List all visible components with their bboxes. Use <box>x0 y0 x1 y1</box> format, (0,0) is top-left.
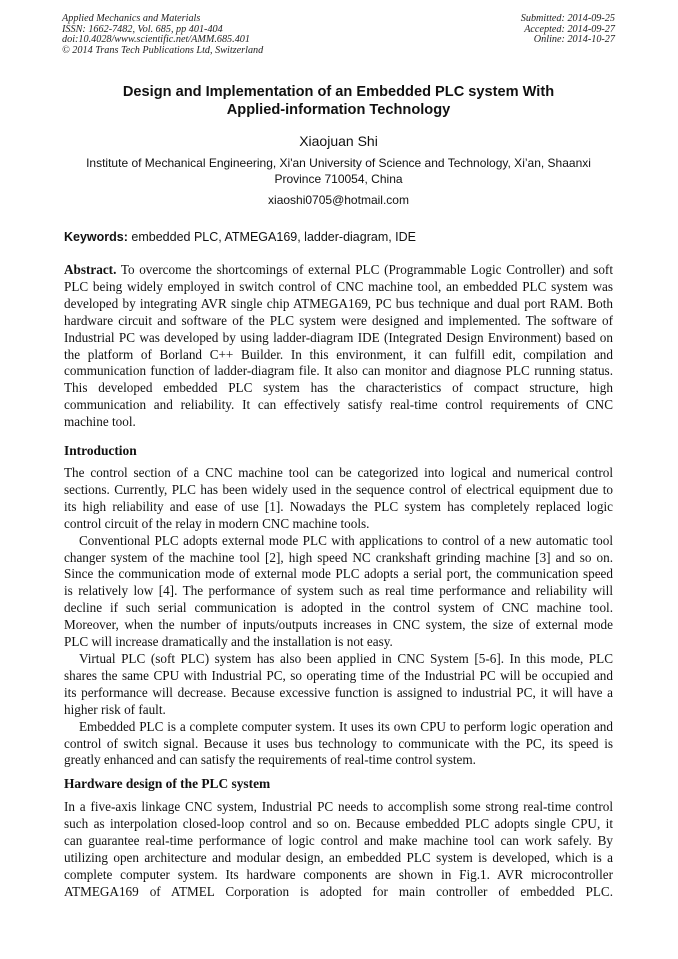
publication-dates <box>521 14 615 46</box>
body-line: ATMEGA169 of ATMEL Corporation is adopted for main controller of embedded PLC. <box>64 883 613 899</box>
body-line: Conventional PLC adopts external mode PLC with applications to control of a new automatic tool <box>79 532 613 548</box>
body-line: PLC will increase dramatically and the installation is not easy. <box>64 634 393 650</box>
paper-title <box>62 83 615 119</box>
abstract-line: the platform of Borland C++ Builder. In this environment, it can fulfill edit, compilation and <box>64 346 613 362</box>
author-email: xiaoshi0705@hotmail.com <box>268 193 409 207</box>
body-line: control of switch signal. Because it uses bus technology to communicate with the PC, its speed is <box>64 735 613 751</box>
abstract-line: This developed embedded PLC system has the characteristics of compact structure, high <box>64 380 613 396</box>
abstract-line: machine tool. <box>64 414 136 430</box>
abstract-line: Abstract. To overcome the shortcomings of external PLC (Programmable Logic Controller) and soft <box>64 262 613 277</box>
body-line: Since the communication mode of external mode PLC adopts a serial port, the communication speed <box>64 566 613 582</box>
title-line: Applied-information Technology <box>226 102 451 118</box>
body-line: such as interpolation closed-loop control and so on. Because embedded PLC adopts single CPU, it <box>64 815 613 831</box>
body-line: The control section of a CNC machine tool can be categorized into logical and numerical control <box>64 465 613 480</box>
body-line: Moreover, when the number of inputs/outputs increases in CNC system, the size of external mode <box>64 617 613 633</box>
body-line: Embedded PLC is a complete computer system. It uses its own CPU to perform logic operation and <box>79 718 613 734</box>
body-line: greatly enhanced and can satisfy the requirements of real-time control system. <box>64 752 476 768</box>
body-line: In a five-axis linkage CNC system, Industrial PC needs to accomplish some strong real-time control <box>64 799 613 814</box>
journal-issn: ISSN: 1662-7482, Vol. 685, pp 401-404 <box>62 23 223 35</box>
body-line: is relatively low [4]. The performance of system such as real time performance and reliability will <box>64 583 613 599</box>
body-line: its high reliability and ease of use [1]. Nowadays the PLC system has completely replaced logic <box>64 498 613 514</box>
abstract-line: Industrial PC was developed by using ladder-diagram IDE (Integrated Design Environment) based on <box>64 329 613 345</box>
body-line: its performance will decrease. Because excessive function is assigned to industrial PC, it will have a <box>64 684 613 700</box>
abstract-line: hardware circuit and software of the PLC system were designed and implemented. The software of <box>64 312 613 328</box>
abstract-line: communication function of ladder-diagram file. It also can monitor and diagnose PLC running status. <box>64 363 613 379</box>
section-heading-introduction: Introduction <box>64 443 137 458</box>
journal-info <box>62 14 263 56</box>
body-line: sections. Currently, PLC has been widely used in the sequence control of electrical equipment due to <box>64 481 613 497</box>
author-name: Xiaojuan Shi <box>299 133 378 149</box>
journal-copyright: © 2014 Trans Tech Publications Ltd, Switzerland <box>62 44 264 56</box>
introduction-body <box>64 465 613 769</box>
body-line: Virtual PLC (soft PLC) system has also been applied in CNC System [5-6]. In this mode, PLC <box>79 650 613 666</box>
section-heading-hardware: Hardware design of the PLC system <box>64 776 271 791</box>
abstract-label: Abstract. <box>64 262 117 277</box>
journal-name: Applied Mechanics and Materials <box>62 13 201 24</box>
abstract <box>64 262 613 431</box>
body-line: complete computer system. Its hardware components are shown in Fig.1. AVR microcontroller <box>64 866 613 882</box>
author-affiliation <box>62 156 615 187</box>
affiliation-line: Institute of Mechanical Engineering, Xi'an University of Science and Technology, Xi’an, Shaanxi <box>86 156 591 170</box>
abstract-line: PLC being widely employed in switch control of CNC machine tool, an embedded PLC system was <box>64 278 613 294</box>
hardware-body <box>64 799 613 900</box>
body-line: changer system of the machine tool [2], high speed NC crankshaft grinding machine [3] and so on. <box>64 549 613 565</box>
body-line: decline if such serial communication is adopted in the control system of CNC machine tool. <box>64 600 613 616</box>
date-accepted: Accepted: 2014-09-27 <box>524 23 615 35</box>
keywords-text: embedded PLC, ATMEGA169, ladder-diagram, IDE <box>131 230 417 244</box>
affiliation-line: Province 710054, China <box>274 171 403 186</box>
body-line: shares the same CPU with Industrial PC, so operating time of the Industrial PC will be occupied and <box>64 667 613 683</box>
keywords <box>64 230 416 245</box>
body-line: utilizing open architecture and modular design, an embedded PLC system is developed, which is a <box>64 849 613 865</box>
abstract-line: communication and reliability. It can effectively satisfy real-time control requirements of CNC <box>64 397 613 413</box>
date-submitted: Submitted: 2014-09-25 <box>520 13 615 24</box>
abstract-line: developed by integrating AVR single chip ATMEGA169, PC bus technique and dual port RAM. Both <box>64 295 613 311</box>
body-line: can guarantee real-time performance of logic control and make machine tool can work safely. By <box>64 832 613 848</box>
body-line: higher risk of fault. <box>64 701 166 717</box>
title-line: Design and Implementation of an Embedded PLC system With <box>122 84 555 100</box>
body-line: control circuit of the relay in modern CNC machine tools. <box>64 515 370 531</box>
journal-doi: doi:10.4028/www.scientific.net/AMM.685.401 <box>62 34 250 46</box>
date-online: Online: 2014-10-27 <box>533 34 615 46</box>
keywords-label: Keywords: <box>64 230 128 244</box>
